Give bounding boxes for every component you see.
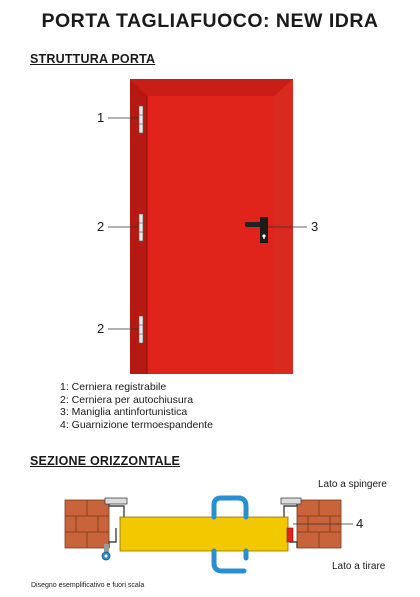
hinge-icon-top xyxy=(139,106,143,133)
legend-item: 1: Cerniera registrabile xyxy=(60,381,167,393)
callout-3: 3 xyxy=(311,219,319,234)
callout-4: 4 xyxy=(356,516,364,531)
section-heading-horizontal: SEZIONE ORIZZONTALE xyxy=(30,454,181,468)
label-pull-side: Lato a tirare xyxy=(332,561,386,572)
disclaimer: Disegno esemplificativo e fuori scala xyxy=(31,582,145,589)
gasket xyxy=(287,528,293,542)
callout-2-bottom: 2 xyxy=(97,321,105,336)
label-push-side: Lato a spingere xyxy=(318,479,387,490)
legend-item: 2: Cerniera per autochiusura xyxy=(60,393,194,406)
page-title: PORTA TAGLIAFUOCO: NEW IDRA xyxy=(41,10,379,32)
legend-item: 3: Maniglia antinfortunistica xyxy=(60,406,188,418)
door-leaf xyxy=(147,96,274,374)
callout-2-mid: 2 xyxy=(97,219,105,234)
hinge-icon-bottom xyxy=(139,316,143,343)
callout-1: 1 xyxy=(97,110,105,125)
door-leaf-section xyxy=(120,517,288,551)
left-wall xyxy=(65,500,109,548)
hinge-icon-mid xyxy=(139,214,143,241)
legend-item: 4: Guarnizione termoespandente xyxy=(60,418,213,431)
legend xyxy=(60,381,213,431)
section-heading-structure: STRUTTURA PORTA xyxy=(30,52,156,66)
